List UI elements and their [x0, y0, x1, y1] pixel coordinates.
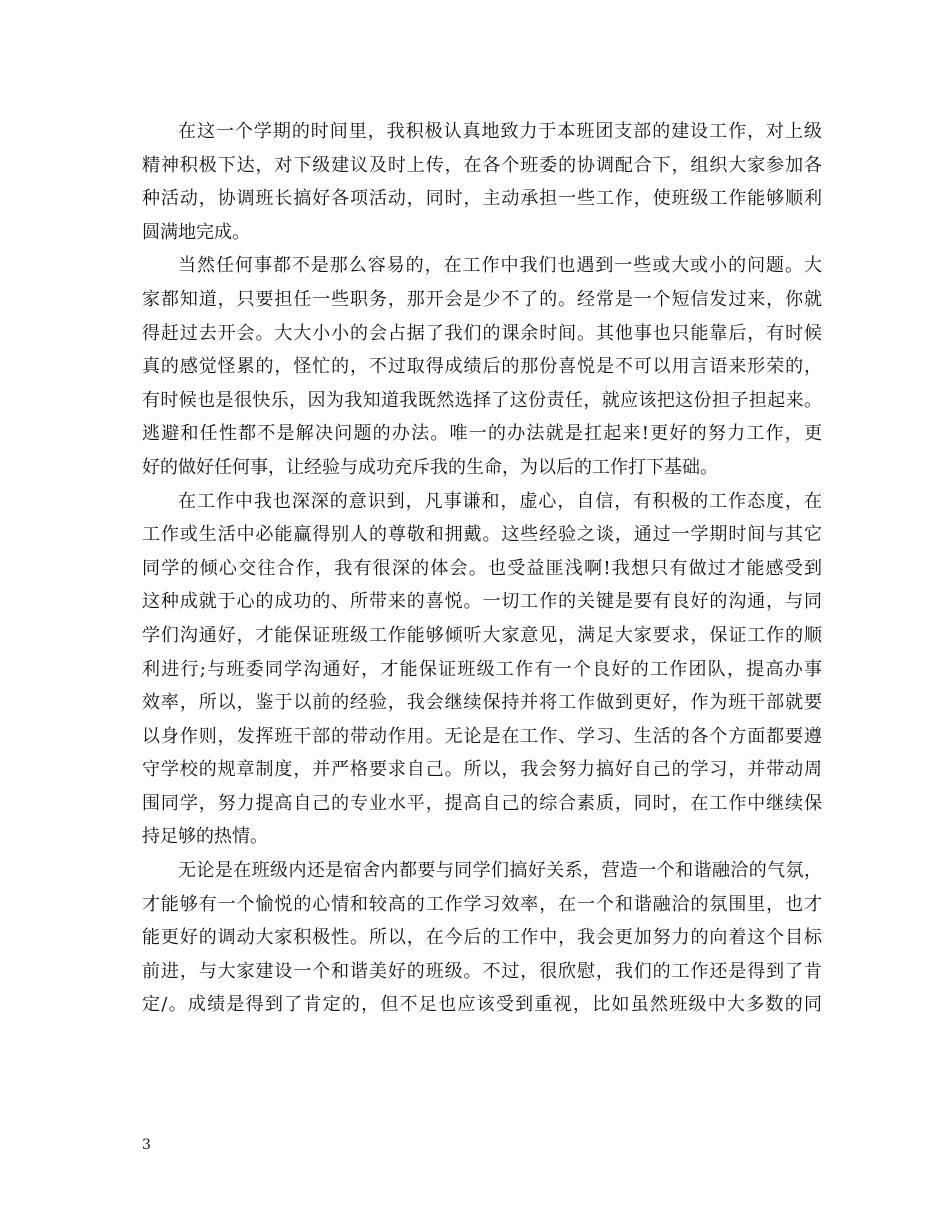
text-line: 真的感觉怪累的，怪忙的，不过取得成绩后的那份喜悦是不可以用言语来形荣的， — [142, 356, 822, 378]
page-number: 3 — [142, 1137, 151, 1153]
text-line: 无论是在班级内还是宿舍内都要与同学们搞好关系，营造一个和谐融洽的气氛， — [178, 860, 822, 882]
text-line: 好的做好任何事，让经验与成功充斥我的生命，为以后的工作打下基础。 — [142, 456, 718, 478]
text-line: 才能够有一个愉悦的心情和较高的工作学习效率，在一个和谐融洽的氛围里，也才 — [142, 893, 822, 915]
text-line: 得赶过去开会。大大小小的会占据了我们的课余时间。其他事也只能靠后，有时候 — [142, 322, 822, 344]
text-line: 有时候也是很快乐，因为我知道我既然选择了这份责任，就应该把这份担子担起来。 — [142, 389, 822, 411]
text-line: 同学的倾心交往合作，我有很深的体会。也受益匪浅啊!我想只有做过才能感受到 — [142, 557, 822, 579]
text-line: 能更好的调动大家积极性。所以，在今后的工作中，我会更加努力的向着这个目标 — [142, 927, 822, 949]
text-line: 在这一个学期的时间里，我积极认真地致力于本班团支部的建设工作，对上级 — [178, 121, 822, 142]
text-line: 当然任何事都不是那么容易的，在工作中我们也遇到一些或大或小的问题。大 — [178, 255, 822, 277]
text-line: 工作或生活中必能赢得别人的尊敬和拥戴。这些经验之谈，通过一学期时间与其它 — [142, 524, 822, 546]
text-line: 效率，所以，鉴于以前的经验，我会继续保持并将工作做到更好，作为班干部就要 — [142, 692, 822, 714]
text-line: 以身作则，发挥班干部的带动作用。无论是在工作、学习、生活的各个方面都要遵 — [142, 725, 822, 747]
text-line: 定/。成绩是得到了肯定的，但不足也应该受到重视，比如虽然班级中大多数的同 — [142, 994, 822, 1016]
text-line: 利进行;与班委同学沟通好，才能保证班级工作有一个良好的工作团队，提高办事 — [142, 658, 822, 680]
text-line: 种活动，协调班长搞好各项活动，同时，主动承担一些工作，使班级工作能够顺利 — [142, 188, 822, 210]
text-line: 持足够的热情。 — [142, 826, 268, 848]
paragraph — [142, 249, 822, 484]
text-line: 围同学，努力提高自己的专业水平，提高自己的综合素质，同时，在工作中继续保 — [142, 792, 822, 814]
paragraph — [142, 485, 822, 855]
paragraph — [142, 115, 822, 249]
text-line: 这种成就于心的成功的、所带来的喜悦。一切工作的关键是要有良好的沟通，与同 — [142, 591, 822, 613]
text-line: 家都知道，只要担任一些职务，那开会是少不了的。经常是一个短信发过来，你就 — [142, 288, 822, 310]
text-line: 精神积极下达，对下级建议及时上传，在各个班委的协调配合下，组织大家参加各 — [142, 154, 822, 176]
text-line: 圆满地完成。 — [142, 221, 250, 243]
text-line: 前进，与大家建设一个和谐美好的班级。不过，很欣慰，我们的工作还是得到了肯 — [142, 960, 822, 982]
text-line: 学们沟通好，才能保证班级工作能够倾听大家意见，满足大家要求，保证工作的顺 — [142, 624, 822, 646]
text-line: 在工作中我也深深的意识到，凡事谦和，虚心，自信，有积极的工作态度，在 — [178, 490, 822, 512]
body-text — [142, 115, 822, 1022]
paragraph — [142, 854, 822, 1022]
text-line: 守学校的规章制度，并严格要求自己。所以，我会努力搞好自己的学习，并带动周 — [142, 759, 822, 781]
text-line: 逃避和任性都不是解决问题的办法。唯一的办法就是扛起来!更好的努力工作，更 — [142, 423, 822, 445]
